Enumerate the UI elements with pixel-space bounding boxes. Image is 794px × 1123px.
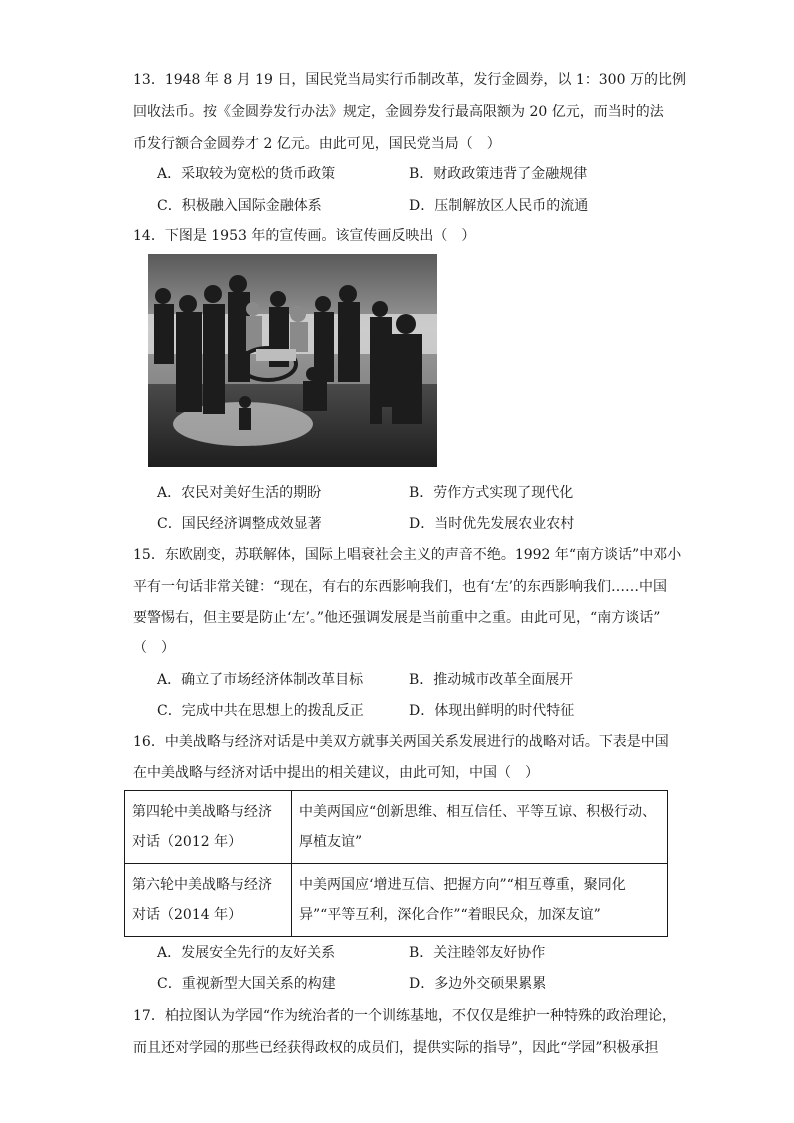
table-row [125, 864, 668, 937]
q13-stem-line2: 回收法币。按《金圆券发行办法》规定，金圆券发行最高限额为 20 亿元，而当时的法 [133, 104, 664, 120]
q13-stem-line1: 13．1948 年 8 月 19 日，国民党当局实行币制改革，发行金圆券，以 1：300 万的比例 [133, 72, 686, 88]
q16-suggestions-table [124, 790, 668, 937]
q13-stem-line3: 币发行额合金圆券才 2 亿元。由此可见，国民党当局（ ） [133, 136, 501, 152]
q13-option-a[interactable]: A．采取较为宽松的货币政策 [157, 166, 336, 182]
table-row [125, 791, 668, 864]
table-cell-round4-content: 中美两国应“创新思维、相互信任、平等互谅、积极行动、厚植友谊” [292, 791, 668, 864]
q16-stem-line2: 在中美战略与经济对话中提出的相关建议，由此可知，中国（ ） [133, 765, 539, 781]
q16-option-a[interactable]: A．发展安全先行的友好关系 [157, 945, 336, 961]
propaganda-painting-1953 [148, 254, 437, 467]
q14-option-d[interactable]: D．当时优先发展农业农村 [409, 516, 575, 532]
q15-option-c[interactable]: C．完成中共在思想上的拨乱反正 [157, 703, 364, 719]
q14-option-c[interactable]: C．国民经济调整成效显著 [157, 516, 322, 532]
q15-option-d[interactable]: D．体现出鲜明的时代特征 [409, 703, 575, 719]
q15-stem-line4: （ ） [133, 640, 175, 656]
table-cell-round4: 第四轮中美战略与经济对话（2012 年） [125, 791, 292, 864]
table-cell-round6-content: 中美两国应‘增进互信、把握方向”“相互尊重，聚同化异”“平等互利，深化合作”“着眼民众，加深友谊” [292, 864, 668, 937]
q17-stem-line1: 17．柏拉图认为学园“作为统治者的一个训练基地，不仅仅是维护一种特殊的政治理论， [133, 1008, 676, 1024]
q14-option-b[interactable]: B．劳作方式实现了现代化 [409, 485, 574, 501]
q13-option-d[interactable]: D．压制解放区人民币的流通 [409, 198, 589, 214]
q17-stem-line2: 而且还对学园的那些已经获得政权的成员们，提供实际的指导”，因此“学园”积极承担 [133, 1040, 659, 1056]
q13-option-b[interactable]: B．财政政策违背了金融规律 [409, 166, 588, 182]
q15-stem-line3: 要警惕右，但主要是防止‘左’。”他还强调发展是当前重中之重。由此可见，“南方谈话” [133, 610, 661, 626]
q15-stem-line1: 15．东欧剧变，苏联解体，国际上唱衰社会主义的声音不绝。1992 年“南方谈话”中邓小 [133, 547, 682, 563]
q16-option-c[interactable]: C．重视新型大国关系的构建 [157, 976, 336, 992]
table-cell-round6: 第六轮中美战略与经济对话（2014 年） [125, 864, 292, 937]
q16-option-d[interactable]: D．多边外交硕果累累 [409, 976, 547, 992]
q15-option-a[interactable]: A．确立了市场经济体制改革目标 [157, 672, 364, 688]
q16-stem-line1: 16．中美战略与经济对话是中美双方就事关两国关系发展进行的战略对话。下表是中国 [133, 734, 669, 750]
q14-option-a[interactable]: A．农民对美好生活的期盼 [157, 485, 322, 501]
q14-stem-line1: 14．下图是 1953 年的宣传画。该宣传画反映出（ ） [133, 228, 476, 244]
q16-option-b[interactable]: B．关注睦邻友好协作 [409, 945, 546, 961]
q15-stem-line2: 平有一句话非常关键：“现在，有右的东西影响我们，也有‘左’的东西影响我们……中国 [133, 579, 668, 595]
q13-option-c[interactable]: C．积极融入国际金融体系 [157, 198, 322, 214]
q15-option-b[interactable]: B．推动城市改革全面展开 [409, 672, 574, 688]
